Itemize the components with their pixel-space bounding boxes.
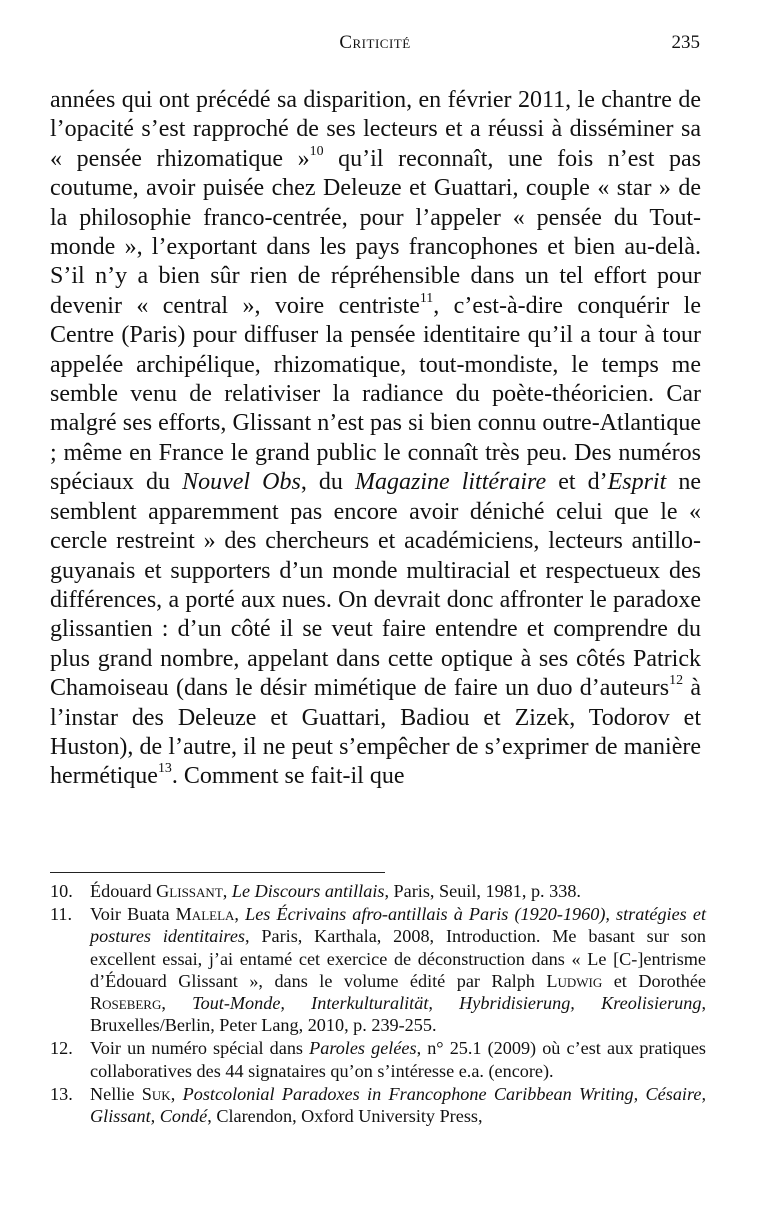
footnote-text: Voir un numéro spécial dans Paroles gelées, n° 25.1 (2009) où c’est aux pratiques collaboratives des 44 signataires qu’on s’intéresse e.a. (encore). bbox=[90, 1038, 706, 1081]
footnote-13 bbox=[50, 1083, 706, 1127]
footnote-text: Nellie Suk, Postcolonial Paradoxes in Francophone Caribbean Writing, Césaire, Glissant, Condé, Clarendon, Oxford University Press, bbox=[90, 1083, 706, 1127]
footnote-ref-11: 11 bbox=[419, 290, 434, 306]
footnote-text: Édouard Glissant, Le Discours antillais, Paris, Seuil, 1981, p. 338. bbox=[90, 881, 581, 901]
journal-title: Magazine littéraire bbox=[354, 469, 547, 496]
footnote-text: Voir Buata Malela, Les Écrivains afro-antillais à Paris (1920-1960), stratégies et postures identitaires, Paris, Karthala, 2008, Introduction. Me basant sur son excellent essai, j’ai entamé cet exercice de déconstruction dans « Le [C-]entrisme d’Édouard Glissant », dans le volume édité par Ralph Ludwig et Dorothée Roseberg, Tout-Monde, Interkulturalität, Hybridisierung, Kreolisierung, Bruxelles/Berlin, Peter Lang, 2010, p. 239-255. bbox=[90, 904, 707, 1036]
footnote-ref-13: 13 bbox=[157, 761, 172, 777]
footnote-number: 11. bbox=[50, 904, 73, 925]
footnote-number: 13. bbox=[50, 1083, 73, 1104]
footnote-ref-12: 12 bbox=[669, 673, 684, 689]
journal-title: Esprit bbox=[607, 469, 667, 496]
footnotes bbox=[50, 880, 706, 1127]
page-header bbox=[50, 30, 700, 60]
body-paragraph: années qui ont précédé sa disparition, en février 2011, le chantre de l’opacité s’est rapproché de ses lecteurs et a réussi à disséminer sa « pensée rhizomatique »$^{10}$ qu’il reconnaît, une fois n’est pas coutume, avoir puisée chez Deleuze et Guattari, couple « star » de la philosophie franco-centrée, pour l’appeler « pensée du Tout-monde », l’exportant dans les pays francophones et bien au-delà. S’il n’y a bien sûr rien de répréhensible dans un tel effort pour devenir « central », voire centriste$^{11}$, c’est-à-dire conquérir le Centre (Paris) pour diffuser la pensée identitaire qu’il a tour à tour appelée archipélique, rhizomatique, tout-mondiste, le temps me semble venu de relativiser la radiance du poète-théoricien. Car malgré ses efforts, Glissant n’est pas si bien connu outre-Atlantique ; même en France le grand public le connaît très peu. Des numéros spéciaux du Nouvel Obs, du Magazine littéraire et d’Esprit ne semblent apparemment pas encore avoir déniché celui que le « cercle restreint » des chercheurs et académiciens, lecteurs antillo-guyanais et supporters d’un monde multiracial et respectueux des différences, a porté aux nues. On devrait donc affronter le paradoxe glissantien : d’un côté il se veut faire entendre et comprendre du plus grand nombre, appelant dans cette optique à ses côtés Patrick Chamoiseau (dans le désir mimétique de faire un duo d’auteurs$^{12}$ à l’instar des Deleuze et Guattari, Badiou et Zizek, Todorov et Huston), de l’autre, il ne peut s’empêcher de s’exprimer de manière hermétique$^{13}$. Comment se fait-il que bbox=[50, 87, 702, 790]
footnote-12 bbox=[50, 1037, 706, 1081]
footnote-11 bbox=[50, 903, 706, 1036]
running-title: Criticité bbox=[339, 32, 411, 53]
footnote-ref-10: 10 bbox=[309, 143, 324, 159]
page-number: 235 bbox=[671, 32, 700, 53]
main-text bbox=[50, 86, 701, 792]
journal-title: Nouvel Obs bbox=[182, 469, 301, 496]
footnote-number: 10. bbox=[50, 881, 73, 901]
footnote-separator bbox=[50, 872, 385, 873]
footnote-10 bbox=[50, 880, 706, 902]
footnote-number: 12. bbox=[50, 1038, 73, 1059]
